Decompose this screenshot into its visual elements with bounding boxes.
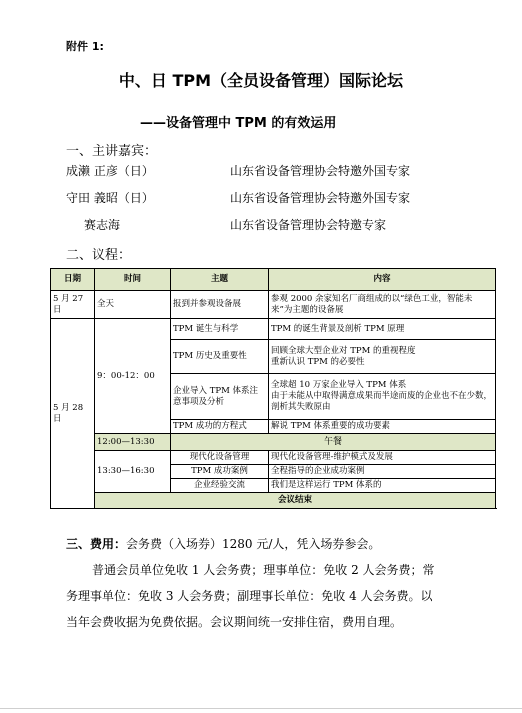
table-header-row (51, 269, 496, 291)
header-content: 内容 (269, 269, 496, 291)
content-cell: 我们是这样运行 TPM 体系的 (269, 479, 496, 493)
agenda-table (50, 268, 496, 509)
content-cell: 解说 TPM 体系重要的成功要素 (269, 420, 496, 434)
attachment-label: 附件 1: (66, 40, 104, 53)
fee-heading: 三、费用： (66, 537, 127, 551)
content-cell: 参观 2000 余家知名厂商组成的以“绿色工业，智能未来”为主题的设备展 (269, 291, 496, 319)
content-cell: 回顾全球大型企业对 TPM 的重视程度 重新认识 TPM 的必要性 (269, 340, 496, 374)
page-title: 中、日 TPM（全员设备管理）国际论坛 (118, 71, 404, 90)
fee-section (66, 535, 380, 552)
topic-cell: 企业导入 TPM 体系注意事项及分析 (171, 374, 269, 420)
end-cell: 会议结束 (95, 493, 496, 509)
fee-line: 会务费（入场券）1280 元/人，凭入场券参会。 (126, 537, 381, 551)
speaker-name: 赛志海 (84, 218, 121, 232)
topic-cell: 现代化设备管理 (171, 451, 269, 465)
date-cell: 5 月 27 日 (51, 291, 95, 319)
header-date: 日期 (51, 269, 95, 291)
speaker-name: 成濑 正彦（日） (66, 164, 154, 178)
section-speakers-heading: 一、主讲嘉宾： (66, 144, 158, 159)
content-cell: TPM 的诞生背景及剖析 TPM 原理 (269, 319, 496, 340)
topic-cell: TPM 历史及重要性 (171, 340, 269, 374)
time-cell: 13:30—16:30 (95, 451, 171, 493)
speaker-role: 山东省设备管理协会特邀外国专家 (230, 164, 411, 178)
topic-cell: 企业经验交流 (171, 479, 269, 493)
table-row (51, 291, 496, 319)
fee-line: 务理事单位：免收 3 人会务费；副理事长单位：免收 4 人会务费。以 (66, 589, 433, 603)
lunch-row (51, 434, 496, 451)
speaker-name: 守田 義昭（日） (66, 191, 154, 205)
time-cell: 12:00—13:30 (95, 434, 171, 451)
content-cell: 全程指导的企业成功案例 (269, 465, 496, 479)
date-cell: 5 月 28 日 (51, 319, 95, 509)
fee-line: 普通会员单位免收 1 人会务费；理事单位：免收 2 人会务费；常 (92, 563, 435, 577)
section-agenda-heading: 二、议程： (66, 248, 132, 263)
end-row (51, 493, 496, 509)
speaker-role: 山东省设备管理协会特邀专家 (230, 218, 387, 232)
header-time: 时间 (95, 269, 171, 291)
time-cell: 全天 (95, 291, 171, 319)
fee-line: 当年会费收据为免费依据。会议期间统一安排住宿，费用自理。 (66, 615, 403, 629)
speaker-role: 山东省设备管理协会特邀外国专家 (230, 191, 411, 205)
topic-cell: TPM 成功案例 (171, 465, 269, 479)
lunch-cell: 午餐 (171, 434, 496, 451)
content-cell: 全球超 10 万家企业导入 TPM 体系 由于未能从中取得满意成果而半途而废的企业也不在少数，剖析其失败原由 (269, 374, 496, 420)
topic-cell: TPM 诞生与科学 (171, 319, 269, 340)
topic-cell: 报到并参观设备展 (171, 291, 269, 319)
table-row (51, 451, 496, 465)
page-subtitle: ——设备管理中 TPM 的有效运用 (140, 116, 337, 131)
topic-cell: TPM 成功的方程式 (171, 420, 269, 434)
header-topic: 主题 (171, 269, 269, 291)
table-row (51, 319, 496, 340)
content-cell: 现代化设备管理-维护模式及发展 (269, 451, 496, 465)
time-cell: 9：00-12：00 (95, 319, 171, 434)
page-bottom-divider (0, 708, 522, 709)
